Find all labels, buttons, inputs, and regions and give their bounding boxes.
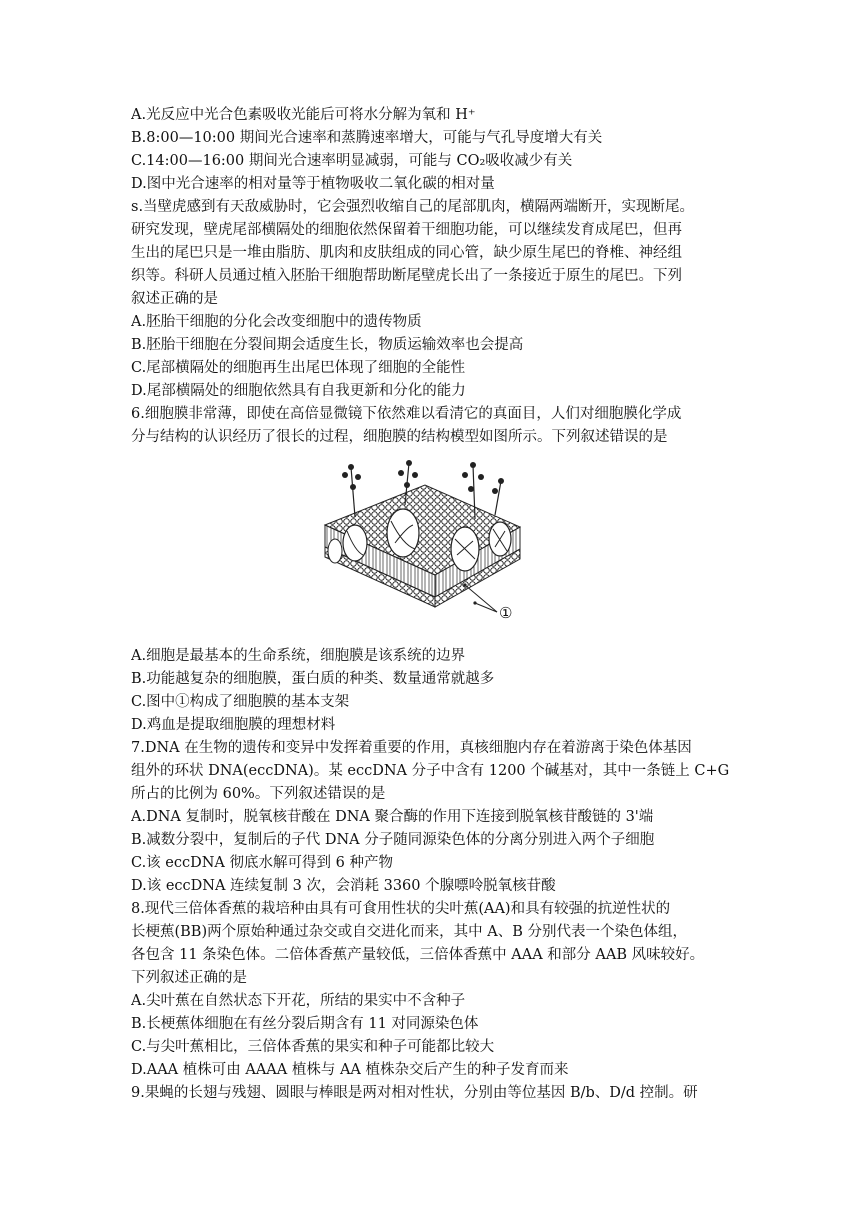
- q7-stem-line: 7.DNA 在生物的遗传和变异中发挥着重要的作用，真核细胞内存在着游离于染色体基因: [131, 740, 692, 756]
- q8-stem-line: 8.现代三倍体香蕉的栽培种由具有可食用性状的尖叶蕉(AA)和具有较强的抗逆性状的: [131, 901, 671, 917]
- q7-option-c: C.该 eccDNA 彻底水解可得到 6 种产物: [131, 855, 393, 871]
- q4-option-a: A.光反应中光合色素吸收光能后可将水分解为氧和 H⁺: [131, 107, 476, 123]
- q8-stem-line: 各包含 11 条染色体。二倍体香蕉产量较低，三倍体香蕉中 AAA 和部分 AAB 风味较好。: [131, 947, 705, 963]
- q5-option-d: D.尾部横隔处的细胞依然具有自我更新和分化的能力: [131, 383, 466, 399]
- q5-stem-line: 织等。科研人员通过植入胚胎干细胞帮助断尾壁虎长出了一条接近于原生的尾巴。下列: [131, 268, 682, 284]
- q6-stem-line: 分与结构的认识经历了很长的过程，细胞膜的结构模型如图所示。下列叙述错误的是: [131, 429, 668, 445]
- q5-stem-line: 叙述正确的是: [131, 291, 218, 307]
- q4-option-b: B.8:00—10:00 期间光合速率和蒸腾速率增大，可能与气孔导度增大有关: [131, 130, 603, 146]
- q4-option-d: D.图中光合速率的相对量等于植物吸收二氧化碳的相对量: [131, 176, 495, 192]
- q9-stem-line: 9.果蝇的长翅与残翅、圆眼与棒眼是两对相对性状，分别由等位基因 B/b、D/d 控制。研: [131, 1085, 698, 1101]
- q6-option-c: C.图中①构成了细胞膜的基本支架: [131, 694, 350, 710]
- q7-stem-line: 所占的比例为 60%。下列叙述错误的是: [131, 786, 386, 802]
- q8-option-a: A.尖叶蕉在自然状态下开花，所结的果实中不含种子: [131, 993, 466, 1009]
- q5-stem-line: 研究发现，壁虎尾部横隔处的细胞依然保留着干细胞功能，可以继续发育成尾巴，但再: [131, 222, 682, 238]
- q8-option-b: B.长梗蕉体细胞在有丝分裂后期含有 11 对同源染色体: [131, 1016, 479, 1032]
- cell-membrane-model-figure: [315, 455, 545, 630]
- figure-label-1: ①: [499, 604, 513, 622]
- q8-stem-line: 长梗蕉(BB)两个原始种通过杂交或自交进化而来，其中 A、B 分别代表一个染色体组，: [131, 924, 687, 940]
- q8-option-d: D.AAA 植株可由 AAAA 植株与 AA 植株杂交后产生的种子发育而来: [131, 1062, 569, 1078]
- q6-option-a: A.细胞是最基本的生命系统，细胞膜是该系统的边界: [131, 648, 466, 664]
- q7-stem-line: 组外的环状 DNA(eccDNA)。某 eccDNA 分子中含有 1200 个碱基对，其中一条链上 C+G: [131, 763, 730, 779]
- q4-option-c: C.14:00—16:00 期间光合速率明显减弱，可能与 CO₂吸收减少有关: [131, 153, 573, 169]
- q5-stem-line: s.当壁虎感到有天敌威胁时，它会强烈收缩自己的尾部肌肉，横隔两端断开，实现断尾。: [131, 199, 695, 215]
- q5-option-a: A.胚胎干细胞的分化会改变细胞中的遗传物质: [131, 314, 422, 330]
- q8-option-c: C.与尖叶蕉相比，三倍体香蕉的果实和种子可能都比较大: [131, 1039, 495, 1055]
- q6-stem-line: 6.细胞膜非常薄，即使在高倍显微镜下依然难以看清它的真面目，人们对细胞膜化学成: [131, 406, 682, 422]
- q5-option-b: B.胚胎干细胞在分裂间期会适度生长，物质运输效率也会提高: [131, 337, 524, 353]
- label-pointer: [463, 583, 497, 612]
- q5-option-c: C.尾部横隔处的细胞再生出尾巴体现了细胞的全能性: [131, 360, 466, 376]
- membrane-diagram: [315, 455, 545, 630]
- q8-stem-line: 下列叙述正确的是: [131, 970, 247, 986]
- q7-option-b: B.减数分裂中，复制后的子代 DNA 分子随同源染色体的分离分别进入两个子细胞: [131, 832, 655, 848]
- q6-option-d: D.鸡血是提取细胞膜的理想材料: [131, 717, 336, 733]
- q7-option-a: A.DNA 复制时，脱氧核苷酸在 DNA 聚合酶的作用下连接到脱氧核苷酸链的 3'端: [131, 809, 654, 825]
- q7-option-d: D.该 eccDNA 连续复制 3 次，会消耗 3360 个腺嘌呤脱氧核苷酸: [131, 878, 556, 894]
- q5-stem-line: 生出的尾巴只是一堆由脂肪、肌肉和皮肤组成的同心管，缺少原生尾巴的脊椎、神经组: [131, 245, 682, 261]
- q6-option-b: B.功能越复杂的细胞膜，蛋白质的种类、数量通常就越多: [131, 671, 495, 687]
